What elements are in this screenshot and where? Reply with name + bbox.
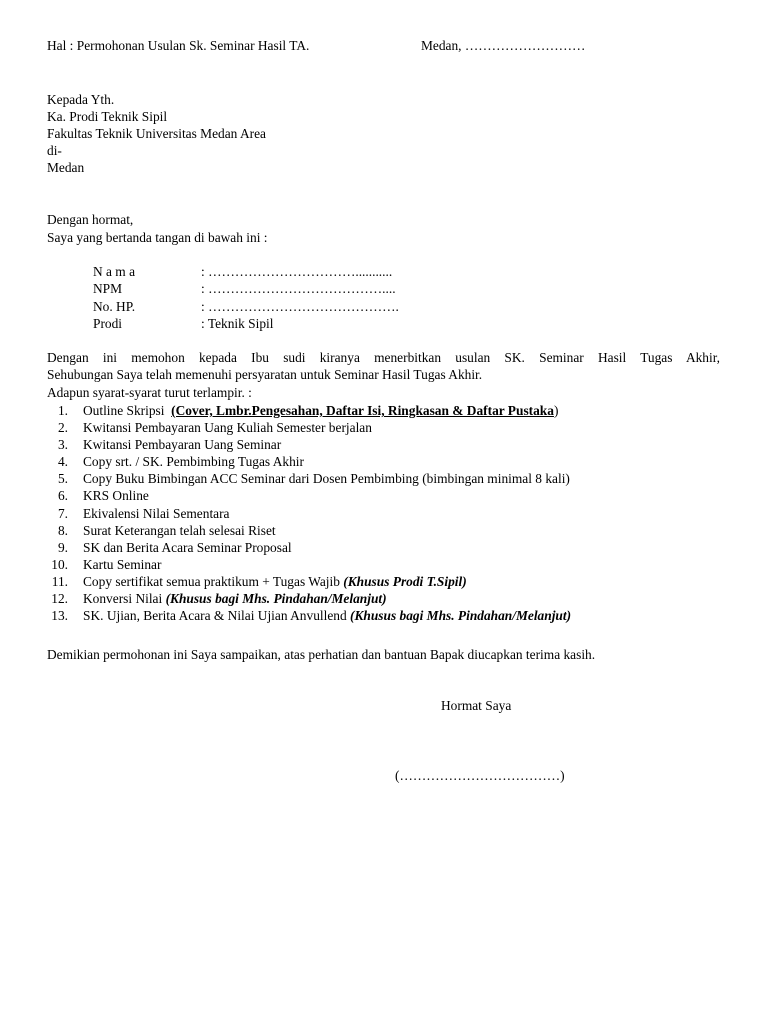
list-item-emphasis: (Cover, Lmbr.Pengesahan, Daftar Isi, Ringkasan & Daftar Pustaka	[171, 403, 554, 418]
list-item-label: SK. Ujian, Berita Acara & Nilai Ujian Anvullend	[83, 608, 351, 624]
field-label: No. HP.	[93, 299, 136, 314]
list-item-label: Ekivalensi Nilai Sementara	[83, 505, 230, 521]
list-item-text	[83, 436, 281, 453]
list-item-label: KRS Online	[83, 488, 149, 504]
body-paragraph	[47, 349, 720, 401]
recipient-line: Medan	[47, 160, 85, 175]
list-item-text	[83, 590, 387, 607]
list-item-number: 11.	[51, 573, 68, 589]
list-item-text	[83, 505, 230, 522]
field-value: : …………………………………....	[201, 281, 396, 296]
closing-statement: Demikian permohonan ini Saya sampaikan, atas perhatian dan bantuan Bapak diucapkan terima kasih.	[47, 647, 596, 662]
list-item-number: 9.	[57, 539, 68, 555]
list-item-text	[83, 556, 161, 573]
list-item-text	[83, 573, 467, 590]
list-item-label: Kwitansi Pembayaran Uang Kuliah Semester berjalan	[83, 420, 372, 436]
list-item	[47, 556, 727, 573]
list-item	[47, 607, 727, 624]
list-item-emphasis: (Khusus Prodi T.Sipil)	[343, 573, 467, 589]
list-item-text	[83, 419, 372, 436]
list-item-text	[83, 607, 571, 624]
signature-line: (………………………………)	[395, 768, 565, 783]
list-item-emphasis: (Khusus bagi Mhs. Pindahan/Melanjut)	[165, 591, 387, 607]
list-item-suffix: )	[553, 403, 559, 418]
list-item-label: Copy Buku Bimbingan ACC Seminar dari Dosen Pembimbing (bimbingan minimal 8 kali)	[83, 471, 570, 487]
field-value: : ……………………………...........	[201, 264, 393, 279]
list-item-emphasis: (Khusus bagi Mhs. Pindahan/Melanjut)	[350, 608, 572, 624]
regards-text: Hormat Saya	[441, 698, 512, 713]
recipient-line: di-	[47, 143, 62, 158]
list-item-number: 4.	[57, 454, 68, 470]
list-item-text	[83, 539, 292, 556]
list-item-label: Surat Keterangan telah selesai Riset	[83, 522, 276, 538]
list-item-number: 7.	[57, 505, 68, 521]
list-item-label: SK dan Berita Acara Seminar Proposal	[83, 539, 292, 555]
list-item-text	[83, 402, 558, 419]
list-item	[47, 402, 727, 419]
field-label: N a m a	[93, 264, 136, 279]
list-item-number: 13.	[51, 608, 68, 624]
body-line: Sehubungan Saya telah memenuhi persyaratan untuk Seminar Hasil Tugas Akhir.	[47, 367, 483, 383]
list-item	[47, 539, 727, 556]
list-item-label: Copy sertifikat semua praktikum + Tugas Wajib	[83, 573, 344, 589]
list-item	[47, 590, 727, 607]
recipient-line: Fakultas Teknik Universitas Medan Area	[47, 126, 266, 141]
body-line: Dengan ini memohon kepada Ibu sudi kiranya menerbitkan usulan SK. Seminar Hasil Tugas Akhir,	[47, 350, 720, 365]
list-item-text	[83, 487, 149, 504]
recipient-line: Kepada Yth.	[47, 92, 115, 107]
greeting: Dengan hormat,	[47, 212, 134, 227]
list-item	[47, 436, 727, 453]
field-label: NPM	[93, 281, 123, 296]
field-label: Prodi	[93, 316, 123, 331]
list-item-number: 12.	[51, 591, 68, 607]
list-item	[47, 470, 727, 487]
list-item	[47, 522, 727, 539]
body-line: Adapun syarat-syarat turut terlampir. :	[47, 384, 252, 400]
list-item-number: 2.	[57, 420, 68, 436]
field-value: : …………………………………….	[201, 299, 399, 314]
list-item-label: Kartu Seminar	[83, 556, 162, 572]
list-item-number: 8.	[57, 522, 68, 538]
intro-text: Saya yang bertanda tangan di bawah ini :	[47, 230, 268, 245]
list-item-text	[83, 453, 304, 470]
list-item-number: 5.	[57, 471, 68, 487]
list-item-number: 6.	[57, 488, 68, 504]
list-item-label: Outline Skripsi	[83, 403, 172, 418]
list-item	[47, 419, 727, 436]
list-item	[47, 573, 727, 590]
list-item-label: Copy srt. / SK. Pembimbing Tugas Akhir	[83, 454, 304, 470]
list-item-label: Konversi Nilai	[83, 591, 166, 607]
recipient-line: Ka. Prodi Teknik Sipil	[47, 109, 168, 124]
requirements-list	[47, 402, 727, 624]
list-item	[47, 453, 727, 470]
subject-line: Hal : Permohonan Usulan Sk. Seminar Hasil TA.	[47, 38, 310, 53]
list-item-label: Kwitansi Pembayaran Uang Seminar	[83, 437, 282, 453]
list-item-number: 3.	[57, 437, 68, 453]
field-value: : Teknik Sipil	[201, 316, 274, 331]
place-date: Medan, ………………………	[421, 38, 586, 53]
list-item	[47, 487, 727, 504]
list-item-text	[83, 522, 276, 539]
list-item	[47, 505, 727, 522]
list-item-number: 10.	[51, 556, 68, 572]
list-item-text	[83, 470, 570, 487]
list-item-number: 1.	[57, 403, 68, 418]
